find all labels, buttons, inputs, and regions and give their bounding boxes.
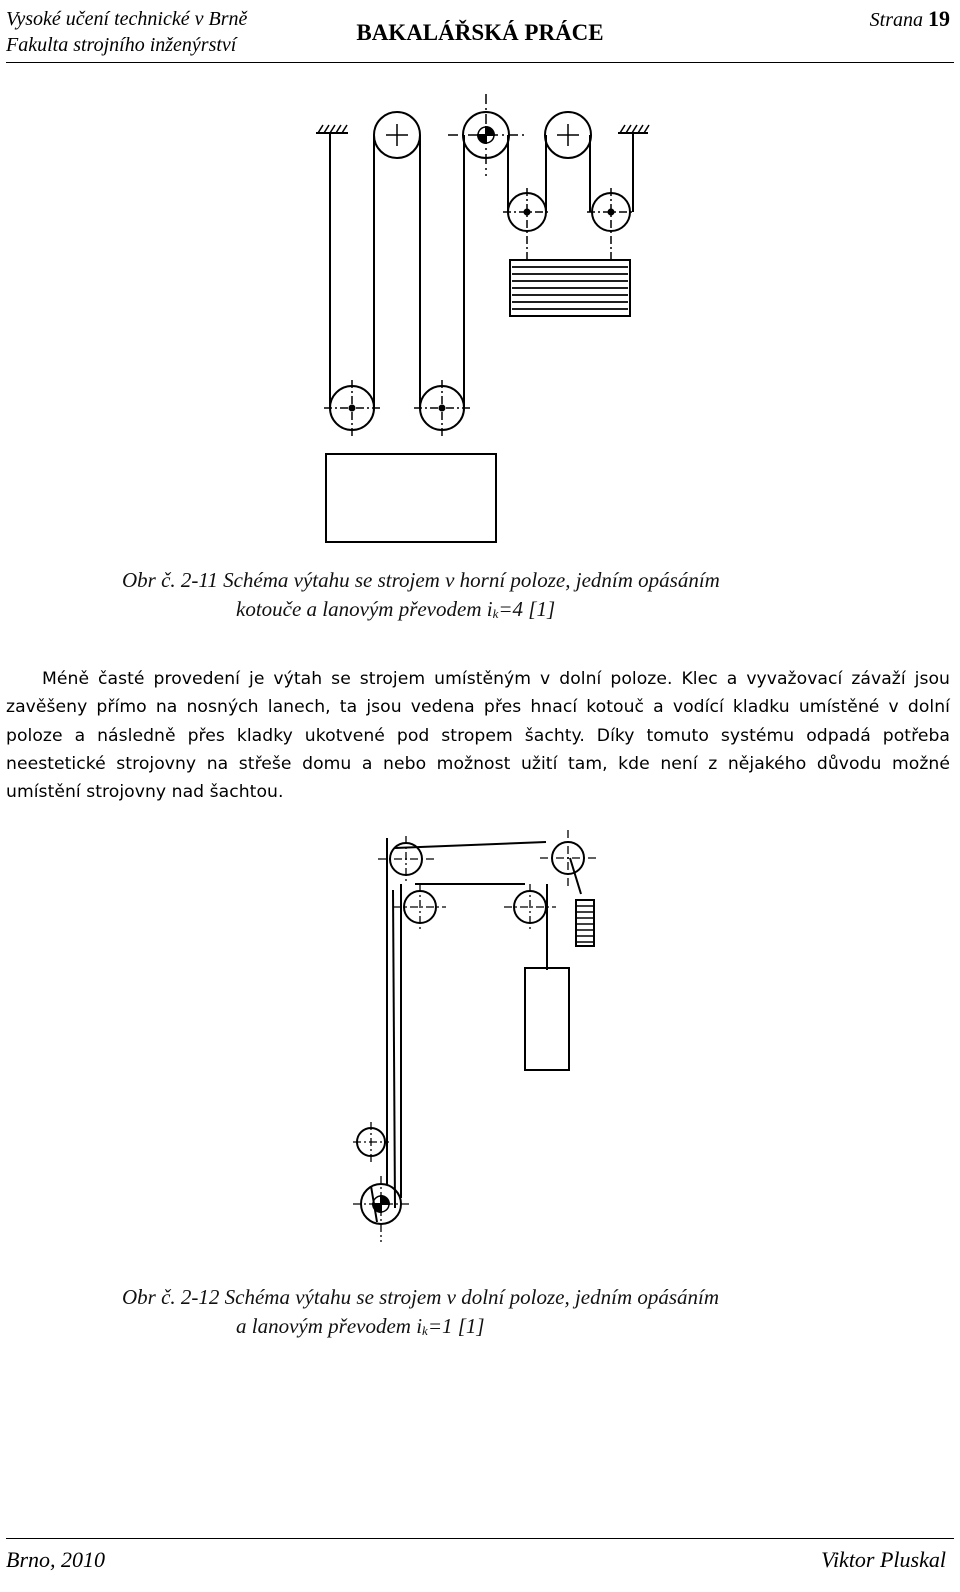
counterweight	[576, 900, 594, 946]
deflector-sheave-top-right	[545, 112, 591, 158]
page-header	[6, 4, 954, 63]
header-university: Vysoké učení technické v Brně	[6, 8, 248, 30]
header-doc-type: BAKALÁŘSKÁ PRÁCE	[356, 20, 604, 45]
car-pulley-left	[324, 380, 380, 436]
figure-2-11-diagram	[300, 90, 660, 550]
counterweight	[510, 260, 630, 316]
ceiling-anchor-left	[316, 125, 348, 133]
elevator-car-body	[525, 968, 569, 1070]
deflector-pulley-bottom	[353, 1122, 389, 1162]
figure-2-11-caption-line1: Obr č. 2-11 Schéma výtahu se strojem v horní poloze, jedním opásáním	[122, 568, 720, 592]
footer-place-date: Brno, 2010	[6, 1547, 105, 1572]
figure-2-11-caption-line2	[236, 594, 555, 629]
header-page	[870, 6, 950, 32]
caption-subscript: k	[492, 606, 499, 621]
page-footer	[6, 1538, 954, 1589]
footer-author: Viktor Pluskal	[821, 1547, 946, 1572]
caption-subscript: k	[422, 1323, 428, 1338]
upper-pulley-right	[504, 884, 556, 930]
counterweight-pulley-right	[587, 188, 635, 260]
header-page-number: 19	[928, 6, 950, 31]
header-faculty: Fakulta strojního inženýrství	[6, 34, 237, 56]
figure-2-12-diagram	[320, 830, 620, 1250]
header-page-label: Strana	[869, 9, 923, 31]
hoist-ropes	[371, 838, 581, 1222]
caption-text: =4 [1]	[498, 597, 556, 621]
drive-sheave	[448, 94, 524, 176]
figure-2-12-caption-line2	[236, 1311, 485, 1346]
caption-text: kotouče a lanovým převodem i	[236, 597, 493, 621]
caption-text: a lanovým převodem i	[236, 1314, 423, 1338]
top-pulley-right	[540, 830, 598, 886]
figure-2-12-caption-line1: Obr č. 2-12 Schéma výtahu se strojem v dolní poloze, jedním opásáním	[122, 1285, 720, 1309]
counterweight-pulley-left	[503, 188, 551, 260]
caption-text: =1 [1]	[427, 1314, 485, 1338]
body-paragraph: Méně časté provedení je výtah se strojem umístěným v dolní poloze. Klec a vyvažovací závaží jsou zavěšeny přímo na nosných lanech, ta jsou vedena přes hnací kotouč a vodící kladku umístěné v dolní poloze a následně přes kladky ukotvené pod stropem šachty. Díky tomuto systému odpadá potřeba neestetické strojovny na střeše domu a nebo možnost užití tam, kde není z nějakého důvodu možné umístění strojovny nad šachtou.	[6, 669, 950, 802]
car-pulley-right	[414, 380, 470, 436]
hoist-ropes	[330, 133, 633, 408]
ceiling-anchor-right	[618, 125, 649, 133]
elevator-car	[326, 454, 496, 542]
deflector-sheave-top-left	[374, 112, 420, 158]
